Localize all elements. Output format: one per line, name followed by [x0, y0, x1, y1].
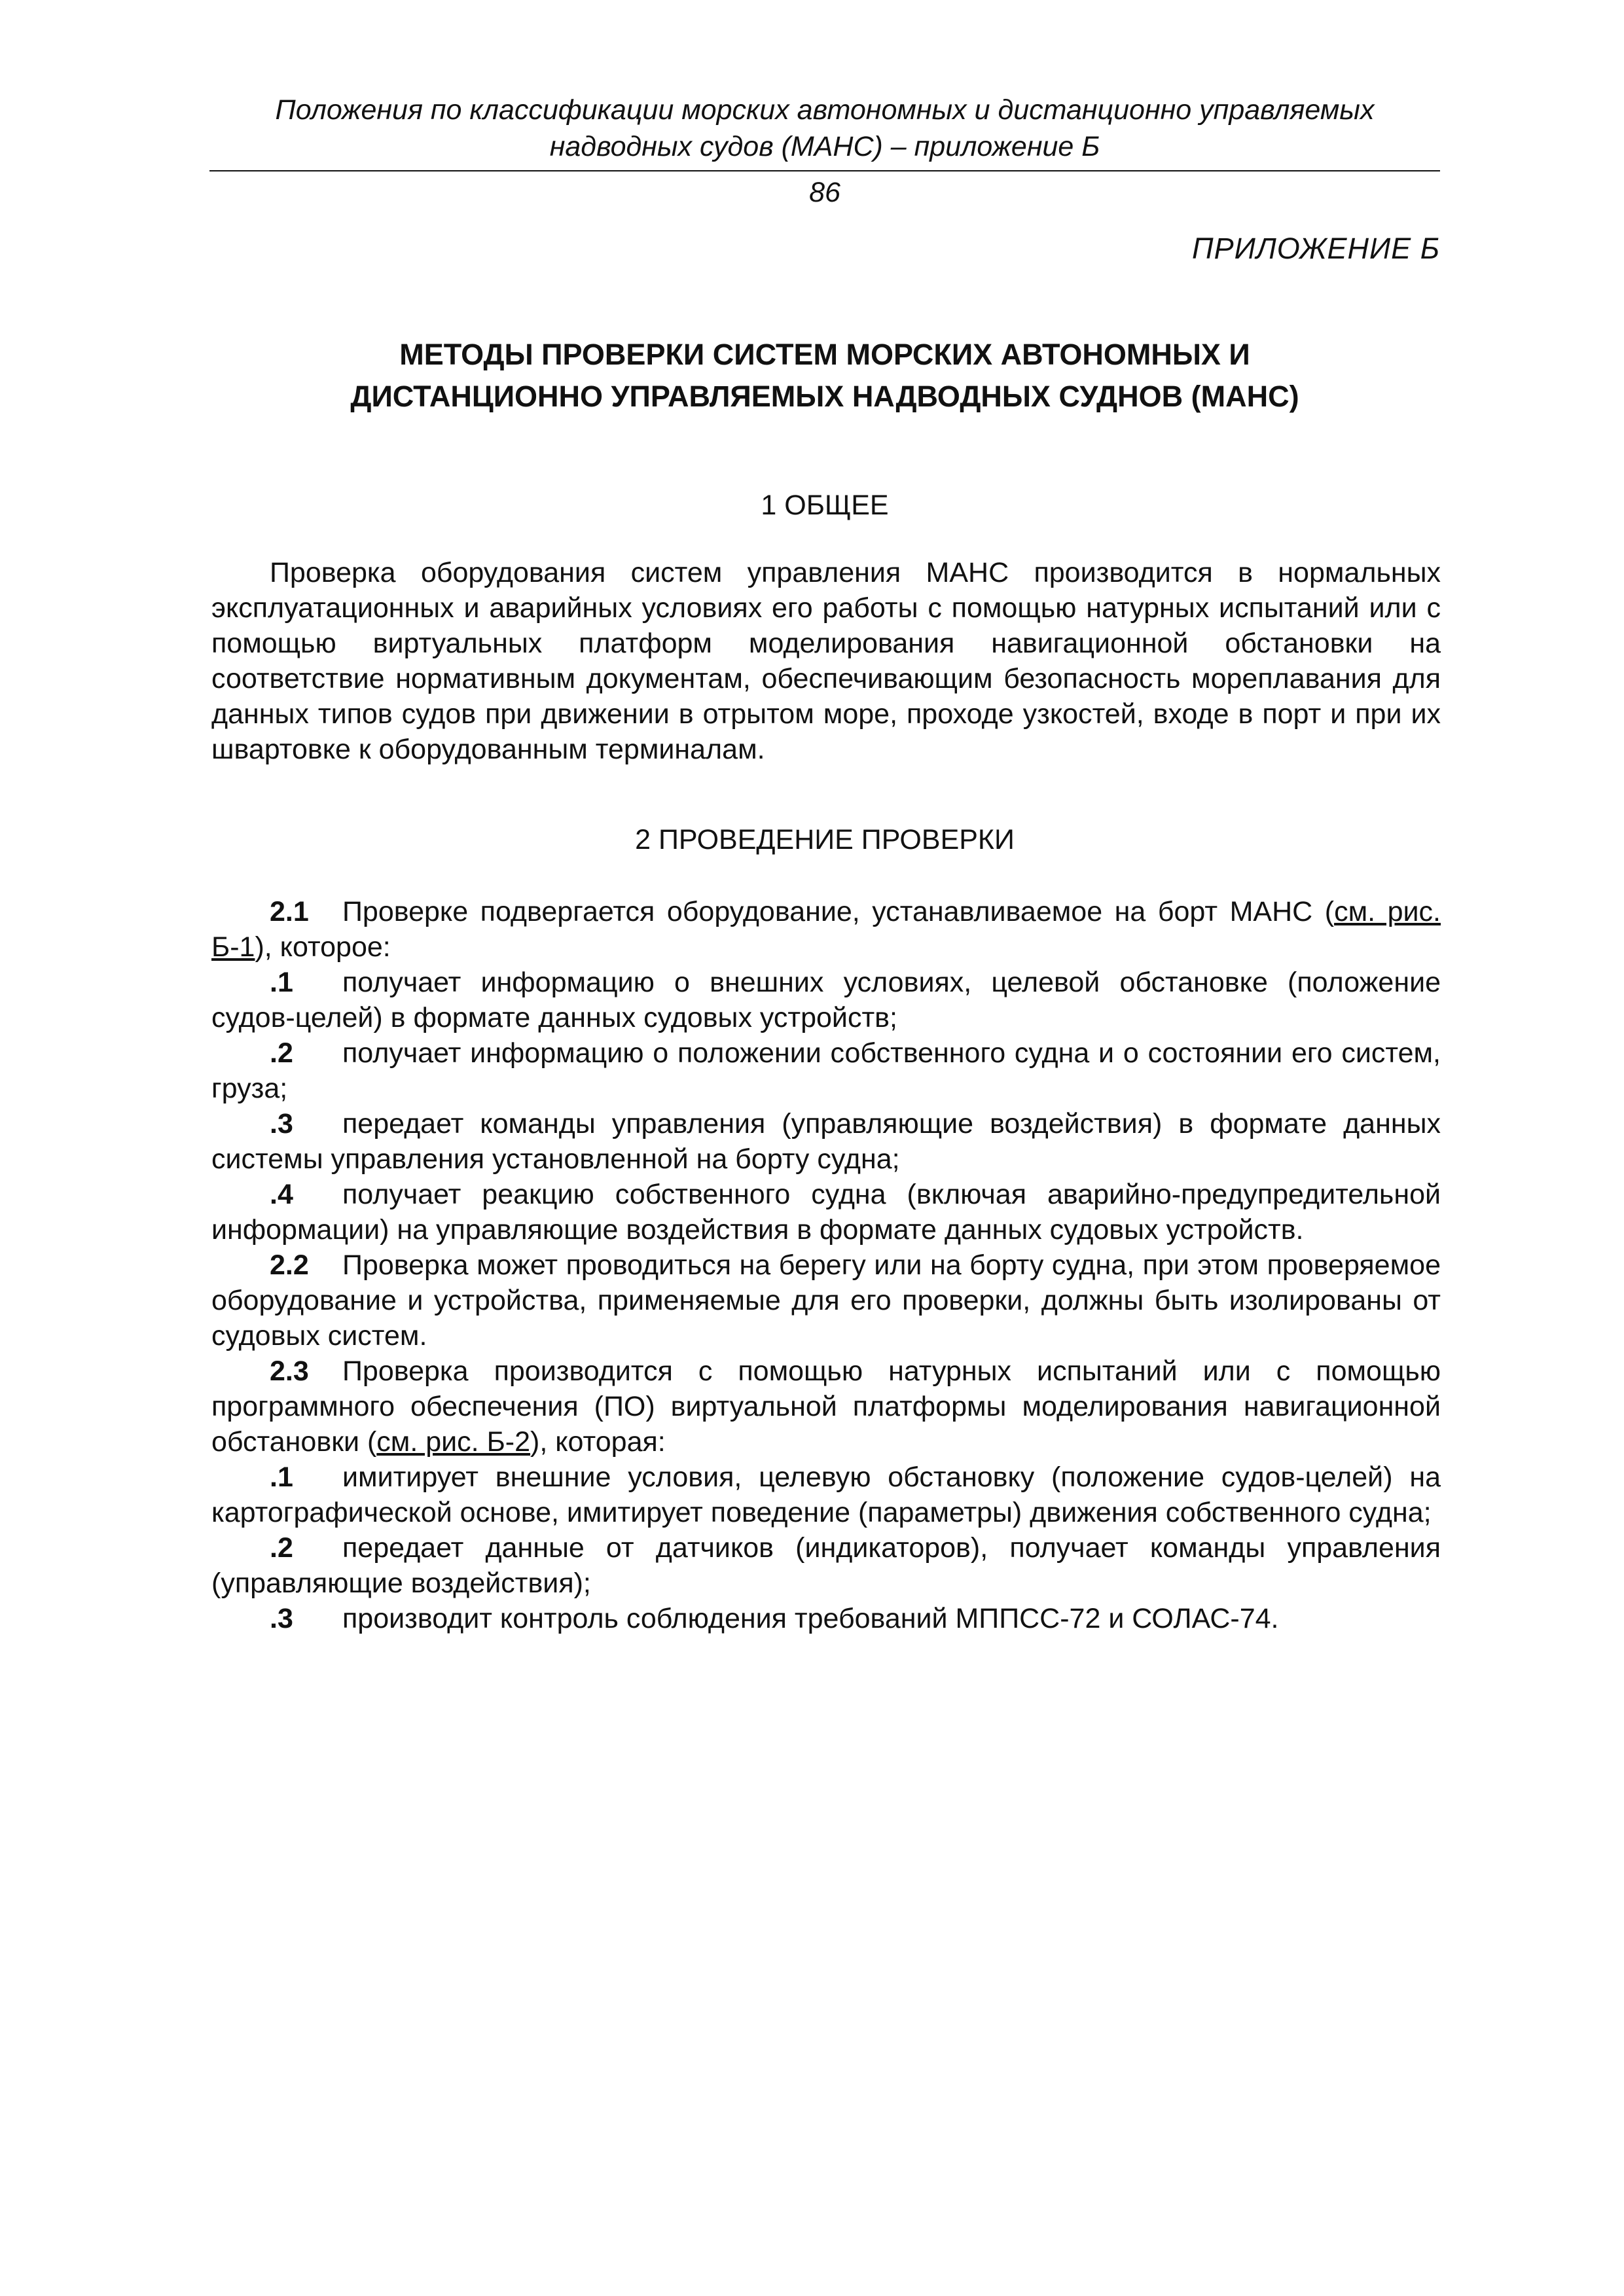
list-item-text: производит контроль соблюдения требований МППСС-72 и СОЛАС-74.: [342, 1603, 1279, 1634]
running-header: [209, 92, 1440, 165]
clause-number: 2.2: [270, 1249, 309, 1281]
clause-text: Проверка производится с помощью натурных испытаний или с помощью программного обеспечения (ПО) виртуальной платформы моделирования навигационной обстановки (: [211, 1355, 1441, 1458]
section-1-paragraph: Проверка оборудования систем управления МАНС производится в нормальных эксплуатационных и аварийных условиях его работы с помощью натурных испытаний или с помощью виртуальных платформ моделирования навигационной обстановки на соответствие нормативным документам, обеспечивающим безопасность мореплавания для данных типов судов при движении в отрытом море, проходе узкостей, входе в порт и при их швартовке к оборудованным терминалам.: [211, 557, 1441, 765]
page-number: 86: [809, 177, 840, 208]
list-item: .3 передает команды управления (управляющие воздействия) в формате данных системы управления установленной на борту судна;: [211, 1108, 1441, 1175]
clause-number: 2.1: [270, 896, 309, 927]
list-item: .4 получает реакцию собственного судна (включая аварийно-предупредительной информации) на управляющие воздействия в формате данных судовых устройств.: [211, 1179, 1441, 1246]
list-item-text: передает данные от датчиков (индикаторов), получает команды управления (управляющие воздействия);: [211, 1532, 1441, 1599]
clause-2-3: [211, 1354, 1441, 1460]
figure-reference-link[interactable]: см. рис. Б-1: [211, 896, 1441, 963]
clause-text-tail: ), которое:: [255, 931, 391, 963]
running-header-line-2: надводных судов (МАНС) – приложение Б: [549, 131, 1100, 162]
section-2-body: [211, 894, 1441, 1636]
list-item: .2 получает информацию о положении собственного судна и о состоянии его систем, груза;: [211, 1037, 1441, 1104]
list-item: .1 получает информацию о внешних условиях, целевой обстановке (положение судов-целей) в формате данных судовых устройств;: [211, 967, 1441, 1033]
clause-text: Проверке подвергается оборудование, устанавливаемое на борт МАНС (: [342, 896, 1335, 927]
clause-2-1: [211, 894, 1441, 965]
running-header-line-1: Положения по классификации морских автономных и дистанционно управляемых: [275, 94, 1375, 126]
clause-number: 2.3: [270, 1355, 309, 1387]
document-title-line-1: МЕТОДЫ ПРОВЕРКИ СИСТЕМ МОРСКИХ АВТОНОМНЫХ И: [399, 338, 1250, 371]
document-title: [209, 334, 1440, 418]
list-item: .2 передает данные от датчиков (индикаторов), получает команды управления (управляющие воздействия);: [211, 1532, 1441, 1599]
header-divider: [209, 170, 1440, 171]
list-item-text: получает информацию о внешних условиях, целевой обстановке (положение судов-целей) в формате данных судовых устройств;: [211, 967, 1441, 1033]
clause-text: Проверка может проводиться на берегу или на борту судна, при этом проверяемое оборудование и устройства, применяемые для его проверки, должны быть изолированы от судовых систем.: [211, 1249, 1441, 1352]
appendix-label: ПРИЛОЖЕНИЕ Б: [1192, 232, 1440, 265]
section-1-heading: 1 ОБЩЕЕ: [761, 490, 889, 521]
list-item-text: имитирует внешние условия, целевую обстановку (положение судов-целей) на картографической основе, имитирует поведение (параметры) движения собственного судна;: [211, 1462, 1441, 1528]
list-item: .1 имитирует внешние условия, целевую обстановку (положение судов-целей) на картографической основе, имитирует поведение (параметры) движения собственного судна;: [211, 1462, 1441, 1528]
list-item-text: передает команды управления (управляющие воздействия) в формате данных системы управления установленной на борту судна;: [211, 1108, 1441, 1175]
clause-text-tail: ), которая:: [530, 1426, 666, 1458]
section-2-heading: 2 ПРОВЕДЕНИЕ ПРОВЕРКИ: [635, 824, 1015, 855]
list-item-text: получает информацию о положении собственного судна и о состоянии его систем, груза;: [211, 1037, 1441, 1104]
document-title-line-2: ДИСТАНЦИОННО УПРАВЛЯЕМЫХ НАДВОДНЫХ СУДНОВ (МАНС): [350, 380, 1299, 413]
list-item: .3 производит контроль соблюдения требований МППСС-72 и СОЛАС-74.: [270, 1603, 1279, 1634]
figure-reference-link[interactable]: см. рис. Б-2: [376, 1426, 531, 1458]
list-item-text: получает реакцию собственного судна (включая аварийно-предупредительной информации) на управляющие воздействия в формате данных судовых устройств.: [211, 1179, 1441, 1246]
section-1-body: [211, 555, 1441, 767]
clause-2-2: [211, 1247, 1441, 1354]
